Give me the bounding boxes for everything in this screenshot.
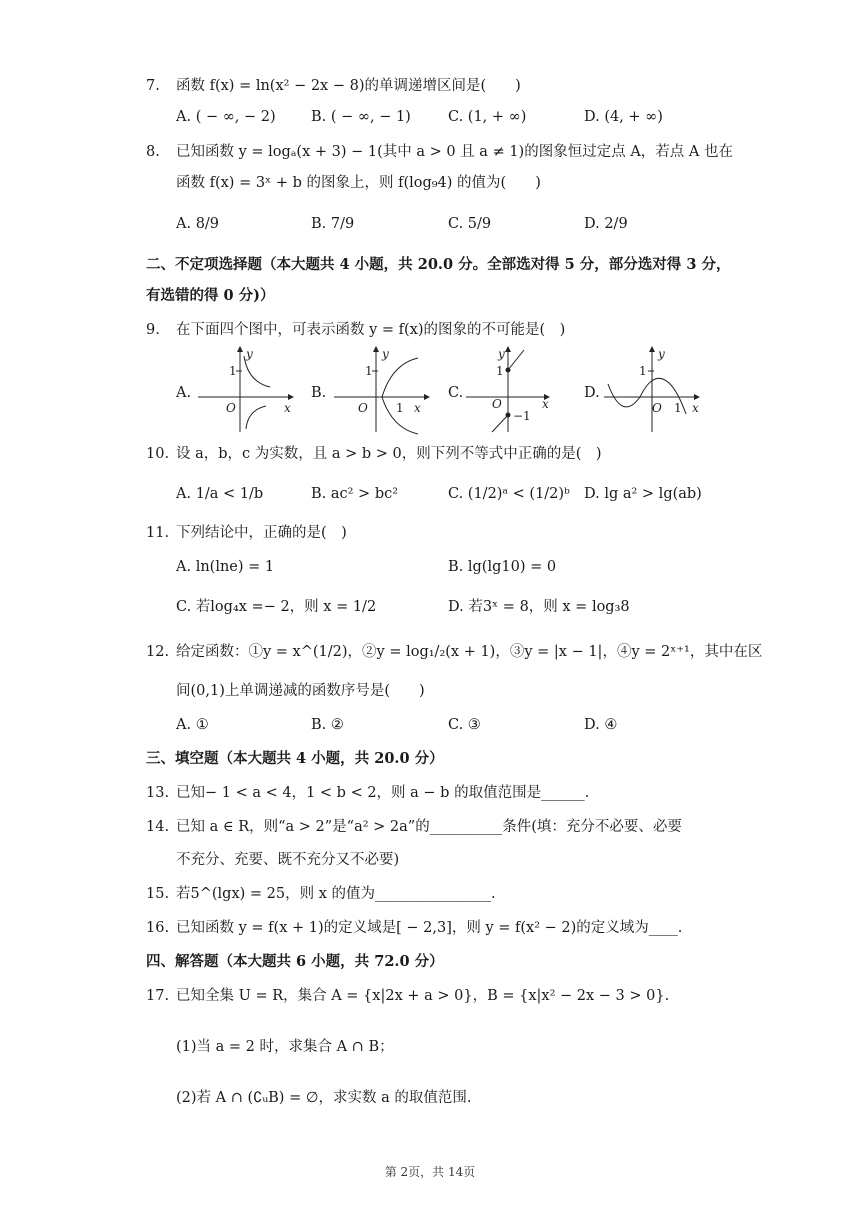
q9-graph-a [198, 346, 294, 432]
q17-number: 17. [146, 988, 170, 1004]
q7-option-a: A. ( − ∞, − 2) [176, 109, 276, 125]
section2-heading-line2: 有选错的得 0 分)） [146, 287, 275, 304]
q11-option-a: A. ln(lne) = 1 [176, 559, 275, 575]
q13-stem: 已知− 1 < a < 4，1 < b < 2，则 a − b 的取值范围是______. [176, 785, 590, 801]
q9-b-one-x: 1 [396, 401, 404, 415]
q9-d-x-label: x [692, 401, 699, 415]
q13-number: 13. [146, 785, 170, 801]
q9-label-a: A. [176, 385, 192, 401]
q9-c-minus-one: −1 [513, 409, 531, 423]
q7-option-b: B. ( − ∞, − 1) [311, 109, 411, 125]
q14-stem-line1: 已知 a ∈ R，则“a > 2”是“a² > 2a”的__________条件(填：充分不必要、必要 [176, 819, 682, 835]
q15-stem: 若5^(lgx) = 25，则 x 的值为________________. [176, 886, 496, 902]
q7-option-d: D. (4, + ∞) [584, 109, 663, 125]
q8-number: 8. [146, 144, 160, 160]
q9-d-origin: O [652, 401, 662, 415]
q9-b-one: 1 [365, 364, 373, 378]
q11-number: 11. [146, 525, 170, 541]
q9-a-x-label: x [284, 401, 291, 415]
q9-c-origin: O [492, 397, 502, 411]
q7-number: 7. [146, 78, 160, 94]
q8-stem-line1: 已知函数 y = logₐ(x + 3) − 1(其中 a > 0 且 a ≠ 1)的图象恒过定点 A，若点 A 也在 [176, 144, 733, 160]
q17-part2: (2)若 A ∩ (∁ᵤB) = ∅，求实数 a 的取值范围. [176, 1090, 472, 1106]
page-footer: 第 2页，共 14页 [384, 1165, 476, 1179]
q17-part1: (1)当 a = 2 时，求集合 A ∩ B； [176, 1039, 394, 1055]
q10-option-d: D. lg a² > lg(ab) [584, 486, 702, 502]
q16-stem: 已知函数 y = f(x + 1)的定义域是[ − 2,3]，则 y = f(x² − 2)的定义域为____. [176, 920, 683, 936]
q10-option-a: A. 1/a < 1/b [176, 486, 264, 502]
q9-graph-b [334, 346, 430, 432]
q9-c-y-label: y [498, 347, 505, 361]
q9-label-d: D. [584, 385, 600, 401]
q10-option-c: C. (1/2)ᵃ < (1/2)ᵇ [448, 486, 570, 502]
q8-option-d: D. 2/9 [584, 216, 628, 232]
q11-option-c: C. 若log₄x =− 2，则 x = 1/2 [176, 599, 377, 615]
q9-label-c: C. [448, 385, 464, 401]
q9-stem: 在下面四个图中，可表示函数 y = f(x)的图象的不可能是( ) [176, 322, 566, 338]
q17-stem: 已知全集 U = R，集合 A = {x|2x + a > 0}，B = {x|x² − 2x − 3 > 0}. [176, 988, 670, 1004]
q9-d-one: 1 [639, 364, 647, 378]
q11-option-b: B. lg(lg10) = 0 [448, 559, 557, 575]
q9-number: 9. [146, 322, 160, 338]
q11-option-d: D. 若3ˣ = 8，则 x = log₃8 [448, 599, 630, 615]
q12-option-a: A. ① [176, 717, 209, 733]
q12-option-d: D. ④ [584, 717, 618, 733]
q11-stem: 下列结论中，正确的是( ) [176, 525, 347, 541]
q9-a-origin: O [226, 401, 236, 415]
q14-number: 14. [146, 819, 170, 835]
q9-a-y-label: y [246, 347, 253, 361]
q10-stem: 设 a，b，c 为实数，且 a > b > 0，则下列不等式中正确的是( ) [176, 446, 602, 462]
q9-b-y-label: y [382, 347, 389, 361]
q7-stem: 函数 f(x) = ln(x² − 2x − 8)的单调递增区间是( ) [176, 78, 521, 94]
q12-stem-line2: 间(0,1)上单调递减的函数序号是( ) [176, 683, 425, 699]
q8-option-a: A. 8/9 [176, 216, 220, 232]
q14-stem-line2: 不充分、充要、既不充分又不必要) [176, 852, 400, 868]
section2-heading-line1: 二、不定项选择题（本大题共 4 小题，共 20.0 分。全部选对得 5 分，部分选对得 3 分， [146, 256, 731, 273]
q12-stem-line1: 给定函数：①y = x^(1/2)，②y = log₁/₂(x + 1)，③y = |x − 1|，④y = 2ˣ⁺¹，其中在区 [176, 644, 763, 660]
q12-number: 12. [146, 644, 170, 660]
q9-d-y-label: y [658, 347, 665, 361]
section3-heading: 三、填空题（本大题共 4 小题，共 20.0 分） [146, 750, 444, 767]
q9-a-one: 1 [229, 364, 237, 378]
q7-option-c: C. (1, + ∞) [448, 109, 527, 125]
q15-number: 15. [146, 886, 170, 902]
q9-graph-d [604, 346, 704, 432]
q9-label-b: B. [311, 385, 327, 401]
q8-stem-line2: 函数 f(x) = 3ˣ + b 的图象上，则 f(log₉4) 的值为( ) [176, 175, 541, 191]
q9-graph-c [466, 346, 562, 432]
q9-d-one-x: 1 [674, 401, 682, 415]
q10-number: 10. [146, 446, 170, 462]
q9-b-origin: O [358, 401, 368, 415]
q8-option-c: C. 5/9 [448, 216, 492, 232]
q8-option-b: B. 7/9 [311, 216, 355, 232]
q10-option-b: B. ac² > bc² [311, 486, 399, 502]
q9-c-x-label: x [542, 397, 549, 411]
q16-number: 16. [146, 920, 170, 936]
section4-heading: 四、解答题（本大题共 6 小题，共 72.0 分） [146, 953, 444, 970]
q12-option-b: B. ② [311, 717, 344, 733]
q12-option-c: C. ③ [448, 717, 481, 733]
q9-c-one: 1 [496, 364, 504, 378]
q9-b-x-label: x [414, 401, 421, 415]
